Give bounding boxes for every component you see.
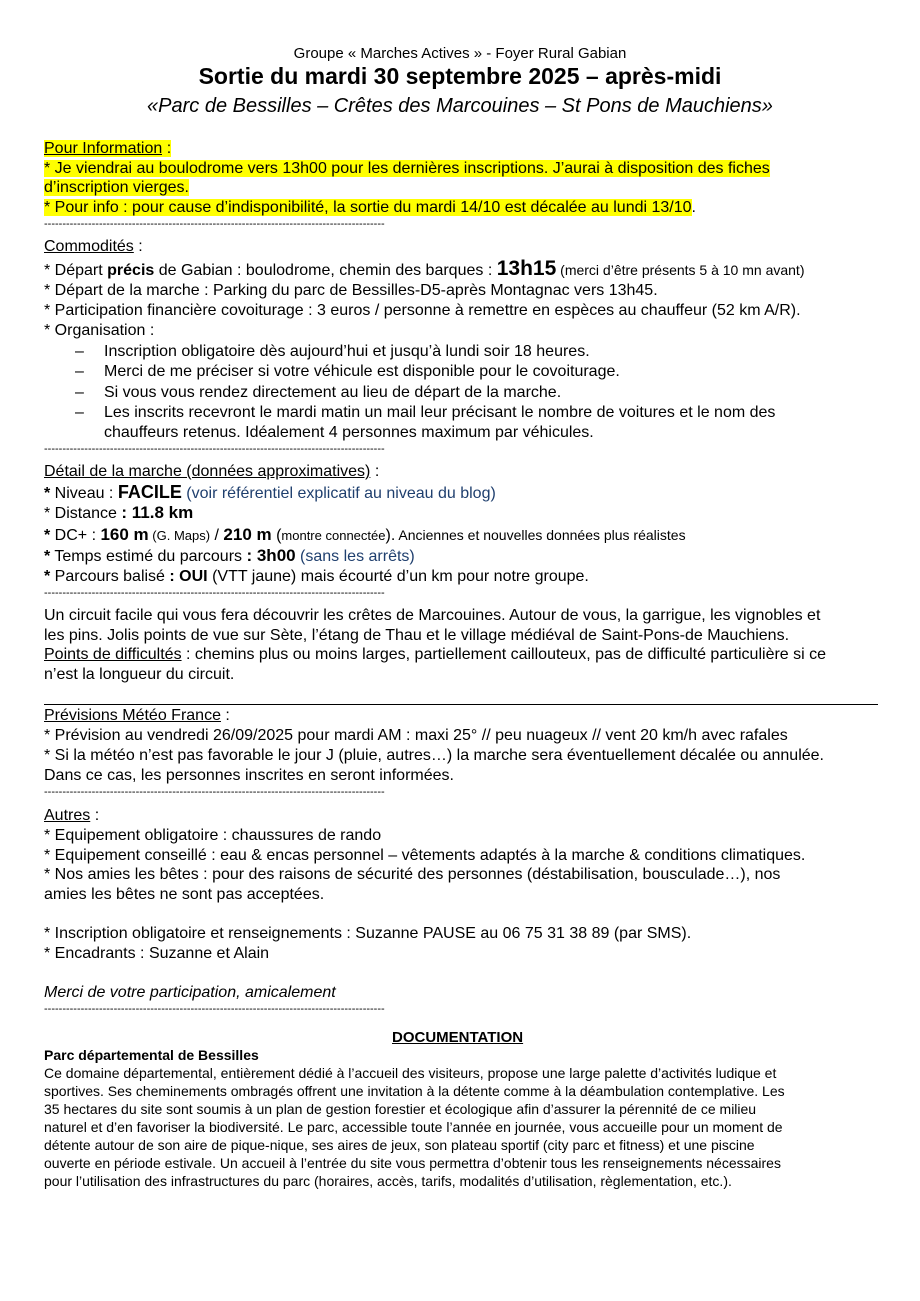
depart-time: 13h15 bbox=[496, 257, 557, 280]
temps-line: * Temps estimé du parcours : 3h00 (sans les arrêts) bbox=[44, 546, 415, 565]
autres-line-1: * Equipement obligatoire : chaussures de rando bbox=[44, 827, 382, 844]
niveau-value: FACILE bbox=[117, 482, 182, 502]
organisation-item-1: – Inscription obligatoire dès aujourd’hui et jusqu’à lundi soir 18 heures. bbox=[75, 343, 590, 360]
participation-line: * Participation financière covoiturage : 3 euros / personne à remettre en espèces au chauffeur (52 km A/R). bbox=[44, 302, 801, 319]
meteo-heading: Prévisions Météo France bbox=[44, 707, 221, 724]
niveau-line: * Niveau : FACILE (voir référentiel explicatif au niveau du blog) bbox=[44, 482, 496, 502]
detail-heading: Détail de la marche (données approximatives) bbox=[44, 463, 371, 480]
balise-line: * Parcours balisé : OUI (VTT jaune) mais écourté d’un km pour notre groupe. bbox=[44, 568, 589, 585]
meteo-line-2: * Si la météo n’est pas favorable le jour J (pluie, autres…) la marche sera éventuellement décalée ou annulée. bbox=[44, 747, 824, 764]
detail-heading-line: Détail de la marche (données approximatives) : bbox=[44, 463, 380, 480]
page-title: Sortie du mardi 30 septembre 2025 – après-midi bbox=[198, 63, 722, 89]
info-heading-line bbox=[44, 139, 171, 159]
meteo-line-3: Dans ce cas, les personnes inscrites en seront informées. bbox=[44, 767, 454, 784]
description-line-2: les pins. Jolis points de vue sur Sète, l’étang de Thau et le village médiéval de Saint-Pons-de Mauchiens. bbox=[44, 627, 790, 644]
organisation-line: * Organisation : bbox=[44, 322, 155, 339]
separator-4: --------------------------------------------------------------------------------------------- bbox=[44, 786, 385, 798]
organisation-item-4-cont: chauffeurs retenus. Idéalement 4 personnes maximum par véhicules. bbox=[104, 424, 594, 441]
autres-line-3: * Nos amies les bêtes : pour des raisons de sécurité des personnes (déstabilisation, bousculade…), nos bbox=[44, 866, 781, 883]
autres-line-2: * Equipement conseillé : eau & encas personnel – vêtements adaptés à la marche & conditions climatiques. bbox=[44, 847, 806, 864]
documentation-heading: DOCUMENTATION bbox=[392, 1029, 524, 1046]
separator-1: --------------------------------------------------------------------------------------------- bbox=[44, 218, 385, 230]
marche-line: * Départ de la marche : Parking du parc de Bessilles-D5-après Montagnac vers 13h45. bbox=[44, 282, 658, 299]
autres-line-4: amies les bêtes ne sont pas acceptées. bbox=[44, 886, 325, 903]
organisation-item-2: – Merci de me préciser si votre véhicule est disponible pour le covoiturage. bbox=[75, 363, 620, 380]
documentation-line-7: pour l’utilisation des infrastructures du parc (horaires, accès, tarifs, modalités d’utilisation, règlementation, etc.). bbox=[44, 1173, 732, 1189]
commodites-heading-line: Commodités : bbox=[44, 238, 143, 255]
inscription-line: * Inscription obligatoire et renseignements : Suzanne PAUSE au 06 75 31 38 89 (par SMS). bbox=[44, 925, 692, 942]
info-heading: Pour Information bbox=[44, 140, 163, 157]
separator-2: --------------------------------------------------------------------------------------------- bbox=[44, 443, 385, 455]
info-line-1: * Je viendrai au boulodrome vers 13h00 pour les dernières inscriptions. J’aurai à disposition des fiches bbox=[44, 160, 770, 177]
info-line-2: d’inscription vierges. bbox=[44, 179, 189, 196]
info-line-3: * Pour info : pour cause d’indisponibilité, la sortie du mardi 14/10 est décalée au lundi 13/10. bbox=[44, 199, 696, 216]
documentation-line-2: sportives. Ses cheminements ombragés offrent une invitation à la détente comme à la déambulation contemplative. Les bbox=[44, 1083, 785, 1099]
documentation-line-1: Ce domaine départemental, entièrement dédié à l’accueil des visiteurs, propose une large palette d’activités ludique et bbox=[44, 1065, 777, 1081]
separator-3: --------------------------------------------------------------------------------------------- bbox=[44, 587, 385, 599]
documentation-subheading: Parc départemental de Bessilles bbox=[44, 1047, 259, 1063]
meteo-line-1: * Prévision au vendredi 26/09/2025 pour mardi AM : maxi 25° // peu nuageux // vent 20 km/h avec rafales bbox=[44, 727, 788, 744]
distance-line: * Distance : 11.8 km bbox=[44, 503, 194, 522]
group-name: Groupe « Marches Actives » - Foyer Rural Gabian bbox=[293, 45, 627, 62]
thanks-line: Merci de votre participation, amicalement bbox=[44, 984, 336, 1001]
autres-heading-line: Autres : bbox=[44, 807, 100, 824]
documentation-line-6: ouverte en période estivale. Un accueil à l’entrée du site vous permettra d’obtenir tous les renseignements nécessaires bbox=[44, 1155, 781, 1171]
difficulty-line: Points de difficultés : chemins plus ou moins larges, partiellement caillouteux, pas de difficulté particulière si ce bbox=[44, 646, 827, 663]
autres-heading: Autres bbox=[44, 807, 91, 824]
description-line-4: n’est la longueur du circuit. bbox=[44, 666, 235, 683]
info-heading-colon: : bbox=[162, 140, 172, 157]
documentation-line-4: naturel et d’en favoriser la biodiversité. Le parc, accessible toute l’année en journée, vous accueille pour un moment de bbox=[44, 1119, 783, 1135]
section-divider bbox=[44, 704, 878, 705]
depart-line: * Départ précis de Gabian : boulodrome, chemin des barques : 13h15 (merci d’être présents 5 à 10 mn avant) bbox=[44, 257, 805, 280]
separator-5: --------------------------------------------------------------------------------------------- bbox=[44, 1003, 385, 1015]
organisation-item-3: – Si vous vous rendez directement au lieu de départ de la marche. bbox=[75, 384, 562, 401]
organisation-item-4: – Les inscrits recevront le mardi matin un mail leur précisant le nombre de voitures et le nom des bbox=[75, 404, 776, 421]
commodites-heading: Commodités bbox=[44, 238, 134, 255]
documentation-line-5: détente autour de son aire de pique-nique, ses aires de jeux, son plateau sportif (city parc et fitness) et une piscine bbox=[44, 1137, 755, 1153]
dc-line: * DC+ : 160 m (G. Maps) / 210 m (montre connectée). Anciennes et nouvelles données plus réalistes bbox=[44, 525, 686, 544]
documentation-line-3: 35 hectares du site sont soumis à un plan de gestion forestier et écologique afin d’assurer la pérennité de ce milieu bbox=[44, 1101, 757, 1117]
difficulty-label: Points de difficultés bbox=[44, 646, 182, 663]
encadrants-line: * Encadrants : Suzanne et Alain bbox=[44, 945, 270, 962]
meteo-heading-line: Prévisions Météo France : bbox=[44, 707, 230, 724]
description-line-1: Un circuit facile qui vous fera découvrir les crêtes de Marcouines. Autour de vous, la garrigue, les vignobles et bbox=[44, 607, 821, 624]
page-subtitle: «Parc de Bessilles – Crêtes des Marcouines – St Pons de Mauchiens» bbox=[147, 95, 773, 117]
